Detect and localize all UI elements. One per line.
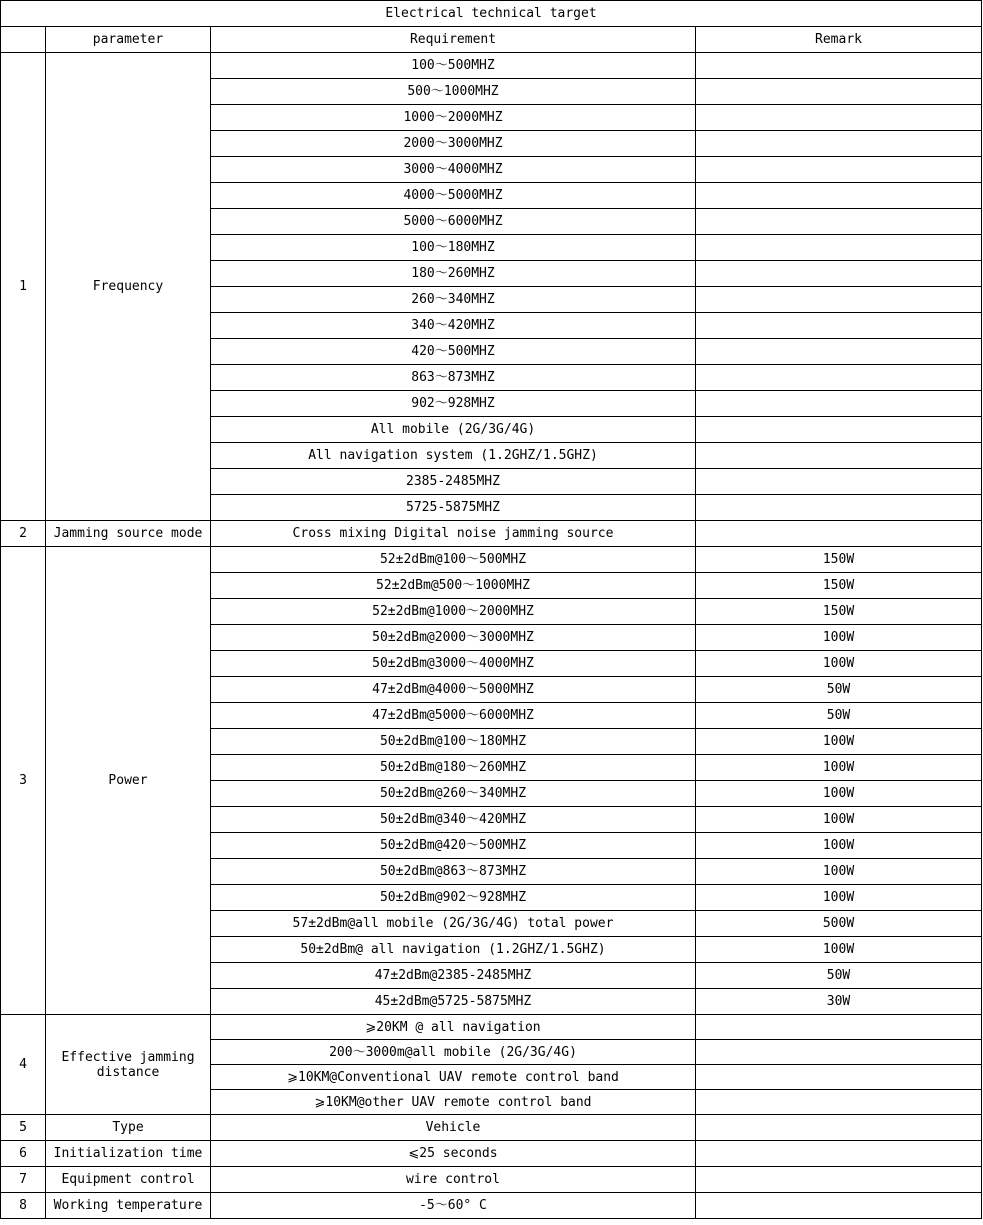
item-number: 8 — [1, 1193, 46, 1219]
requirement-cell: ⩾20KM @ all navigation — [211, 1015, 696, 1040]
requirement-cell: 5000～6000MHZ — [211, 209, 696, 235]
requirement-cell: wire control — [211, 1167, 696, 1193]
table-row — [1, 1115, 982, 1141]
table-row — [1, 1167, 982, 1193]
table-row — [1, 1141, 982, 1167]
parameter-cell: Jamming source mode — [46, 521, 211, 547]
spec-table-body — [1, 1, 982, 1219]
requirement-cell: 50±2dBm@3000～4000MHZ — [211, 651, 696, 677]
requirement-cell: 902～928MHZ — [211, 391, 696, 417]
remark-cell — [696, 1090, 982, 1115]
requirement-cell: 47±2dBm@2385-2485MHZ — [211, 963, 696, 989]
requirement-cell: 50±2dBm@260～340MHZ — [211, 781, 696, 807]
requirement-cell: 4000～5000MHZ — [211, 183, 696, 209]
item-number: 2 — [1, 521, 46, 547]
header-remark: Remark — [696, 27, 982, 53]
parameter-cell: Equipment control — [46, 1167, 211, 1193]
remark-cell — [696, 313, 982, 339]
requirement-cell: ⩾10KM@Conventional UAV remote control band — [211, 1065, 696, 1090]
remark-cell — [696, 1167, 982, 1193]
remark-cell — [696, 105, 982, 131]
remark-cell: 50W — [696, 677, 982, 703]
remark-cell: 100W — [696, 651, 982, 677]
remark-cell: 150W — [696, 599, 982, 625]
header-requirement: Requirement — [211, 27, 696, 53]
requirement-cell: 52±2dBm@100～500MHZ — [211, 547, 696, 573]
requirement-cell: 50±2dBm@100～180MHZ — [211, 729, 696, 755]
table-title: Electrical technical target — [1, 1, 982, 27]
remark-cell: 100W — [696, 781, 982, 807]
requirement-cell: 500～1000MHZ — [211, 79, 696, 105]
requirement-cell: 57±2dBm@all mobile (2G/3G/4G) total power — [211, 911, 696, 937]
remark-cell — [696, 495, 982, 521]
table-row — [1, 1015, 982, 1040]
remark-cell — [696, 287, 982, 313]
remark-cell: 150W — [696, 547, 982, 573]
requirement-cell: 100～180MHZ — [211, 235, 696, 261]
table-row — [1, 521, 982, 547]
requirement-cell: 2000～3000MHZ — [211, 131, 696, 157]
remark-cell — [696, 183, 982, 209]
remark-cell — [696, 1115, 982, 1141]
remark-cell — [696, 79, 982, 105]
remark-cell — [696, 417, 982, 443]
remark-cell — [696, 365, 982, 391]
requirement-cell: All navigation system (1.2GHZ/1.5GHZ) — [211, 443, 696, 469]
header-no — [1, 27, 46, 53]
header-row — [1, 27, 982, 53]
requirement-cell: 100～500MHZ — [211, 53, 696, 79]
requirement-cell: 863～873MHZ — [211, 365, 696, 391]
remark-cell: 100W — [696, 807, 982, 833]
remark-cell — [696, 53, 982, 79]
table-row — [1, 1193, 982, 1219]
requirement-cell: 47±2dBm@5000～6000MHZ — [211, 703, 696, 729]
remark-cell — [696, 443, 982, 469]
requirement-cell: -5～60° C — [211, 1193, 696, 1219]
item-number: 4 — [1, 1015, 46, 1115]
remark-cell: 500W — [696, 911, 982, 937]
requirement-cell: 200～3000m@all mobile (2G/3G/4G) — [211, 1040, 696, 1065]
remark-cell: 30W — [696, 989, 982, 1015]
table-row — [1, 547, 982, 573]
remark-cell: 100W — [696, 885, 982, 911]
remark-cell: 100W — [696, 833, 982, 859]
item-number: 7 — [1, 1167, 46, 1193]
requirement-cell: 180～260MHZ — [211, 261, 696, 287]
remark-cell — [696, 131, 982, 157]
remark-cell — [696, 1040, 982, 1065]
remark-cell: 50W — [696, 963, 982, 989]
requirement-cell: 50±2dBm@ all navigation (1.2GHZ/1.5GHZ) — [211, 937, 696, 963]
requirement-cell: 2385-2485MHZ — [211, 469, 696, 495]
remark-cell — [696, 209, 982, 235]
requirement-cell: 1000～2000MHZ — [211, 105, 696, 131]
remark-cell: 100W — [696, 625, 982, 651]
parameter-cell: Frequency — [46, 53, 211, 521]
parameter-cell: Power — [46, 547, 211, 1015]
requirement-cell: 50±2dBm@340～420MHZ — [211, 807, 696, 833]
remark-cell — [696, 391, 982, 417]
remark-cell: 100W — [696, 755, 982, 781]
requirement-cell: 340～420MHZ — [211, 313, 696, 339]
requirement-cell: 3000～4000MHZ — [211, 157, 696, 183]
requirement-cell: 50±2dBm@2000～3000MHZ — [211, 625, 696, 651]
remark-cell — [696, 1015, 982, 1040]
remark-cell — [696, 339, 982, 365]
requirement-cell: 47±2dBm@4000～5000MHZ — [211, 677, 696, 703]
requirement-cell: ⩾10KM@other UAV remote control band — [211, 1090, 696, 1115]
requirement-cell: 420～500MHZ — [211, 339, 696, 365]
requirement-cell: 50±2dBm@420～500MHZ — [211, 833, 696, 859]
remark-cell — [696, 261, 982, 287]
requirement-cell: 45±2dBm@5725-5875MHZ — [211, 989, 696, 1015]
remark-cell: 100W — [696, 729, 982, 755]
requirement-cell: 50±2dBm@180～260MHZ — [211, 755, 696, 781]
remark-cell — [696, 1141, 982, 1167]
requirement-cell: 52±2dBm@500～1000MHZ — [211, 573, 696, 599]
remark-cell — [696, 157, 982, 183]
requirement-cell: 50±2dBm@863～873MHZ — [211, 859, 696, 885]
parameter-cell: Initialization time — [46, 1141, 211, 1167]
item-number: 5 — [1, 1115, 46, 1141]
remark-cell: 50W — [696, 703, 982, 729]
requirement-cell: All mobile (2G/3G/4G) — [211, 417, 696, 443]
requirement-cell: 5725-5875MHZ — [211, 495, 696, 521]
item-number: 1 — [1, 53, 46, 521]
remark-cell — [696, 235, 982, 261]
remark-cell: 100W — [696, 937, 982, 963]
parameter-cell: Type — [46, 1115, 211, 1141]
requirement-cell: 260～340MHZ — [211, 287, 696, 313]
parameter-cell: Effective jamming distance — [46, 1015, 211, 1115]
item-number: 6 — [1, 1141, 46, 1167]
title-row — [1, 1, 982, 27]
remark-cell — [696, 521, 982, 547]
parameter-cell: Working temperature — [46, 1193, 211, 1219]
remark-cell — [696, 1193, 982, 1219]
table-row — [1, 53, 982, 79]
remark-cell: 100W — [696, 859, 982, 885]
requirement-cell: 50±2dBm@902～928MHZ — [211, 885, 696, 911]
requirement-cell: 52±2dBm@1000～2000MHZ — [211, 599, 696, 625]
requirement-cell: ⩽25 seconds — [211, 1141, 696, 1167]
item-number: 3 — [1, 547, 46, 1015]
remark-cell — [696, 469, 982, 495]
remark-cell: 150W — [696, 573, 982, 599]
requirement-cell: Vehicle — [211, 1115, 696, 1141]
header-parameter: parameter — [46, 27, 211, 53]
requirement-cell: Cross mixing Digital noise jamming source — [211, 521, 696, 547]
remark-cell — [696, 1065, 982, 1090]
